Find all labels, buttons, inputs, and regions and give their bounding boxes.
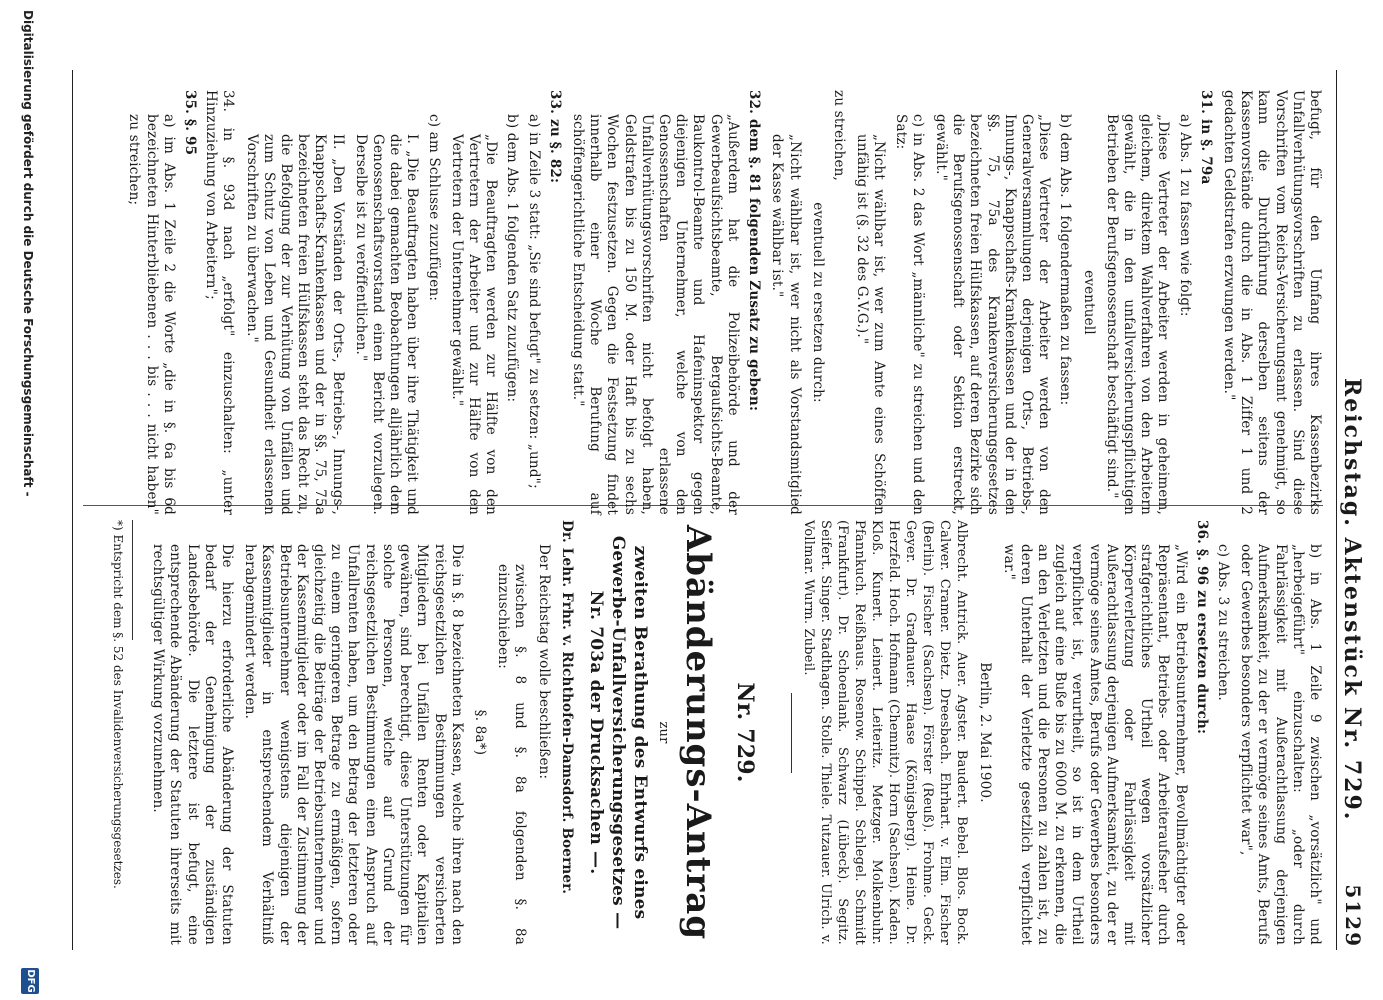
left-item-heading: 34. in §. 93d nach „erfolgt" einzuschalten: „unter Hinzuziehung von Arbeitern"; (203, 90, 237, 515)
left-text: zu streichen, (830, 90, 847, 182)
right-subitem: b) in Abs. 1 Zeile 9 zwischen „vorsätzlich" und „herbeigeführt" einzuschalten: „oder durch Fahrlässigkeit mit Außerachtlassung derjenigen Aufmerksamkeit, zu der er vermöge seines Amts, Berufs oder Gewerbes besonders verpflichtet war", (1238, 544, 1323, 945)
left-subitem: c) am Schlusse zuzufügen: (425, 114, 442, 302)
footnote-rule (132, 520, 133, 640)
bottom-rule (72, 70, 73, 950)
left-quote: „Nicht wählbar ist, wer nicht als Vorstandsmitglied der Kasse wählbar ist." (769, 134, 803, 515)
left-quote: „Nicht wählbar ist, wer zum Amte eines Schöffen unfähig ist (§. 32 des G.V.G.)." (854, 134, 888, 515)
title-connector: zur (655, 721, 671, 744)
right-quote: „Wird ein Betriebsunternehmer, Bevollmächtigter oder Repräsentant, Betriebs- oder Arbeiteraufseher durch strafgerichtliches Urtheil wegen vorsätzlicher Körperverletzung oder Fahrlässigkeit mit Außerachtlassung derjenigen Aufmerksamkeit, zu der er vermöge seines Amtes, Berufs oder Gewerbes besonders verpflichtet ist, verurtheilt, so ist in dem Urtheil zugleich auf eine Buße bis zu 6000 M. zu erkennen, die an den Verletzten und die Personen zu zahlen ist, zu deren Unterhalt der Verletzte gesetzlich verpflichtet war." (1000, 544, 1189, 945)
left-quote: II. „Den Vorständen der Orts-, Betriebs-, Innungs-, Knappschafts-Krankenkassen und der in §§. 75, 75a bezeichneten freien Hülfskassen steht das Recht zu, die Befolgung der zur Verhütung von Unfällen und zum Schutz von Leben und Gesundheit erlassenen Vorschriften zu überwachen." (243, 134, 346, 515)
resolution-instruction: zwischen §. 8 und §. 8a folgenden §. 8a einzuschieben: (495, 564, 529, 945)
page-header-title: Reichstag. Aktenstück Nr. 729. (1339, 378, 1365, 822)
left-item-heading: 31. in §. 79a (1197, 90, 1214, 185)
left-quote: „Diese Vertreter der Arbeiter werden von den Generalversammlungen derjenigen Orts-, Betriebs-, Innungs-, Knappschafts-Krankenkassen und der in den §§. 75, 75a des Krankenversicherungsgesetzes bezeichneten freien Hülfskassen, auf deren Bezirke sich die Berufsgenossenschaft oder Sektion erstreckt, gewählt." (932, 114, 1053, 515)
footnote: *) Entspricht dem §. 52 des Invalidenversicherungsgesetzes. (111, 520, 125, 889)
left-subitem: a) Abs. 1 zu fassen wie folgt: (1176, 114, 1193, 317)
right-paragraph: Die in §. 8 bezeichneten Kassen, welche ihren nach den reichsgesetzlichen Bestimmungen versicherten Mitgliedern bei Unfällen Renten oder Kapitalien gewähren, sind berechtigt, diese Unterstützungen für solche Personen, welche auf Grund der reichsgesetzlichen Bestimmungen einen Anspruch auf Unfallrenten haben, um den Betrag der letzteren oder zu einem geringeren Betrage zu ermäßigen, sofern gleichzeitig die Beiträge der Betriebsunternehmer und der Kassenmitglieder oder im Fall der Zustimmung der Betriebsunternehmer wenigstens diejenigen der Kassenmitglieder in entsprechendem Verhältniß herabgemindert werden. (242, 544, 465, 945)
digitization-banner (13, 0, 43, 1000)
left-subitem: a) im Abs. 1 Zeile 2 die Worte „die in §. 6a bis 6d bezeichneten Hinterbliebenen . . . bis . . . nicht haben" zu streichen; (126, 114, 177, 515)
left-quote: „Diese Vertreter der Arbeiter werden in geheimem, gleichem, direktem Wahlverfahren von den Arbeitern gewählt, die in den unfallversicherungspflichtigen Betrieben der Berufsgenossenschaft beschäftigt sind." (1103, 114, 1172, 515)
digitization-note: Digitalisierung gefördert durch die Deutsche Forschungsgemeinschaft - (21, 10, 35, 497)
section-divider (791, 693, 792, 773)
document-title: Abänderungs-Antrag (677, 524, 718, 941)
page-number: 5129 (1341, 884, 1365, 948)
dfg-logo: DFG (21, 968, 39, 994)
right-paragraph: Die hierzu erforderliche Abänderung der Statuten bedarf der Genehmigung der zuständigen Landesbehörde. Die letztere ist befugt, eine entsprechende Abänderung der Statuten ihrerseits mit rechtsgültiger Wirkung vorzunehmen. (150, 544, 236, 945)
left-eventuell: eventuell (1080, 270, 1097, 335)
left-paragraph: befugt, für den Umfang ihres Kassenbezirks Unfallverhütungsvorschriften zu erlassen. Sind diese Vorschriften vom Reichs-Versicherungsamt genehmigt, so kann die Durchführung derselben seitens der Kassenvorstände durch die in Abs. 1 Ziffer 1 und 2 gedachten Geldstrafen erzwungen werden." (1220, 90, 1323, 515)
signers-list: Albrecht. Antrick. Auer. Agster. Baudert. Bebel. Blos. Bock. Calwer. Cramer. Dietz. Dreesbach. Ehrhart. v. Elm. Fischer (Berlin). Fischer (Sachsen). Förster (Reuß). Frohme. Geck. Geyer. Dr. Gradnauer. Haase (Königsberg). Heine. Dr. Herzfeld. Hoch. Hofmann (Chemnitz). Horn (Sachsen). Kaden. Kloß. Kunert. Leinert. Leiteritz. Metzger. Molkenbuhr. Pfannkuch. Reißhaus. Rosenow. Schippel. Schlegel. Schmidt (Frankfurt). Dr. Schoenlank. Schwarz (Lübeck). Segitz. Seifert. Singer. Stadthagen. Stolle. Thiele. Tutzauer. Ulrich. v. Vollmar. Wurm. Zubeil. (801, 520, 970, 945)
left-column (121, 90, 1323, 515)
left-item-heading: 35. §. 95 (182, 90, 199, 156)
page-header (1331, 78, 1371, 948)
left-subitem: b) dem Abs. 1 folgendermaßen zu fassen: (1057, 114, 1074, 406)
date-line: Berlin, 2. Mai 1900. (977, 662, 994, 803)
left-item-heading: 32. dem §. 81 folgenden Zusatz zu geben: (746, 90, 763, 412)
left-item-heading: 33. zu §. 82: (546, 90, 563, 184)
document-subtitle: zweiten Berathung des Entwurfs eines Gewerbe-Unfallversicherungsgesetzes — Nr. 703a der Drucksachen —. (585, 535, 650, 930)
left-subitem: b) dem Abs. 1 folgenden Satz zuzufügen: (504, 114, 521, 403)
header-rule (1336, 70, 1337, 950)
left-subitem: a) in Zeile 3 statt: „Sie sind befugt" zu setzen: „und"; (525, 114, 542, 489)
right-item-heading: 36. §. 96 zu ersetzen durch: (1193, 520, 1210, 735)
left-quote: „Außerdem hat die Polizeibehörde und der Gewerbeaufsichtsbeamte, Bergaufsichts-Beamte, Baukontrol-Beamte und Hafeninspektor gegen diejenigen Unternehmer, welche von den Genossenschaften erlassene Unfallverhütungsvorschriften nicht befolgt haben, Geldstrafen bis zu 150 M. oder Haft bis zu sechs Wochen festzusetzen. Gegen die Festsetzung findet innerhalb einer Woche Berufung auf schöffengerichtliche Entscheidung statt." (570, 114, 741, 515)
left-quote: I. „Die Beauftragten haben über ihre Thätigkeit und die dabei gemachten Beobachtungen alljährlich dem Genossenschaftsvorstand einen Bericht vorzulegen. Derselbe ist zu veröffentlichen." (352, 134, 421, 515)
resolution-intro: Der Reichstag wolle beschließen: (535, 544, 552, 780)
right-column (143, 520, 1323, 945)
left-subitem: c) in Abs. 2 das Wort „männliche" zu streichen und den Satz: (892, 114, 926, 515)
right-subitem: c) Abs. 3 zu streichen. (1214, 544, 1231, 701)
section-label: §. 8a*) (471, 709, 488, 756)
document-number: Nr. 729. (732, 682, 759, 783)
left-eventuell: eventuell zu ersetzen durch: (809, 202, 826, 403)
left-quote: „Die Beauftragten werden zur Hälfte von den Vertretern der Arbeiter und zur Hälfte von den Vertretern der Unternehmer gewählt." (448, 134, 500, 515)
proposers-line: Dr. Lehr. Frhr. v. Richthofen-Damsdorf. Boerner. (558, 520, 575, 895)
